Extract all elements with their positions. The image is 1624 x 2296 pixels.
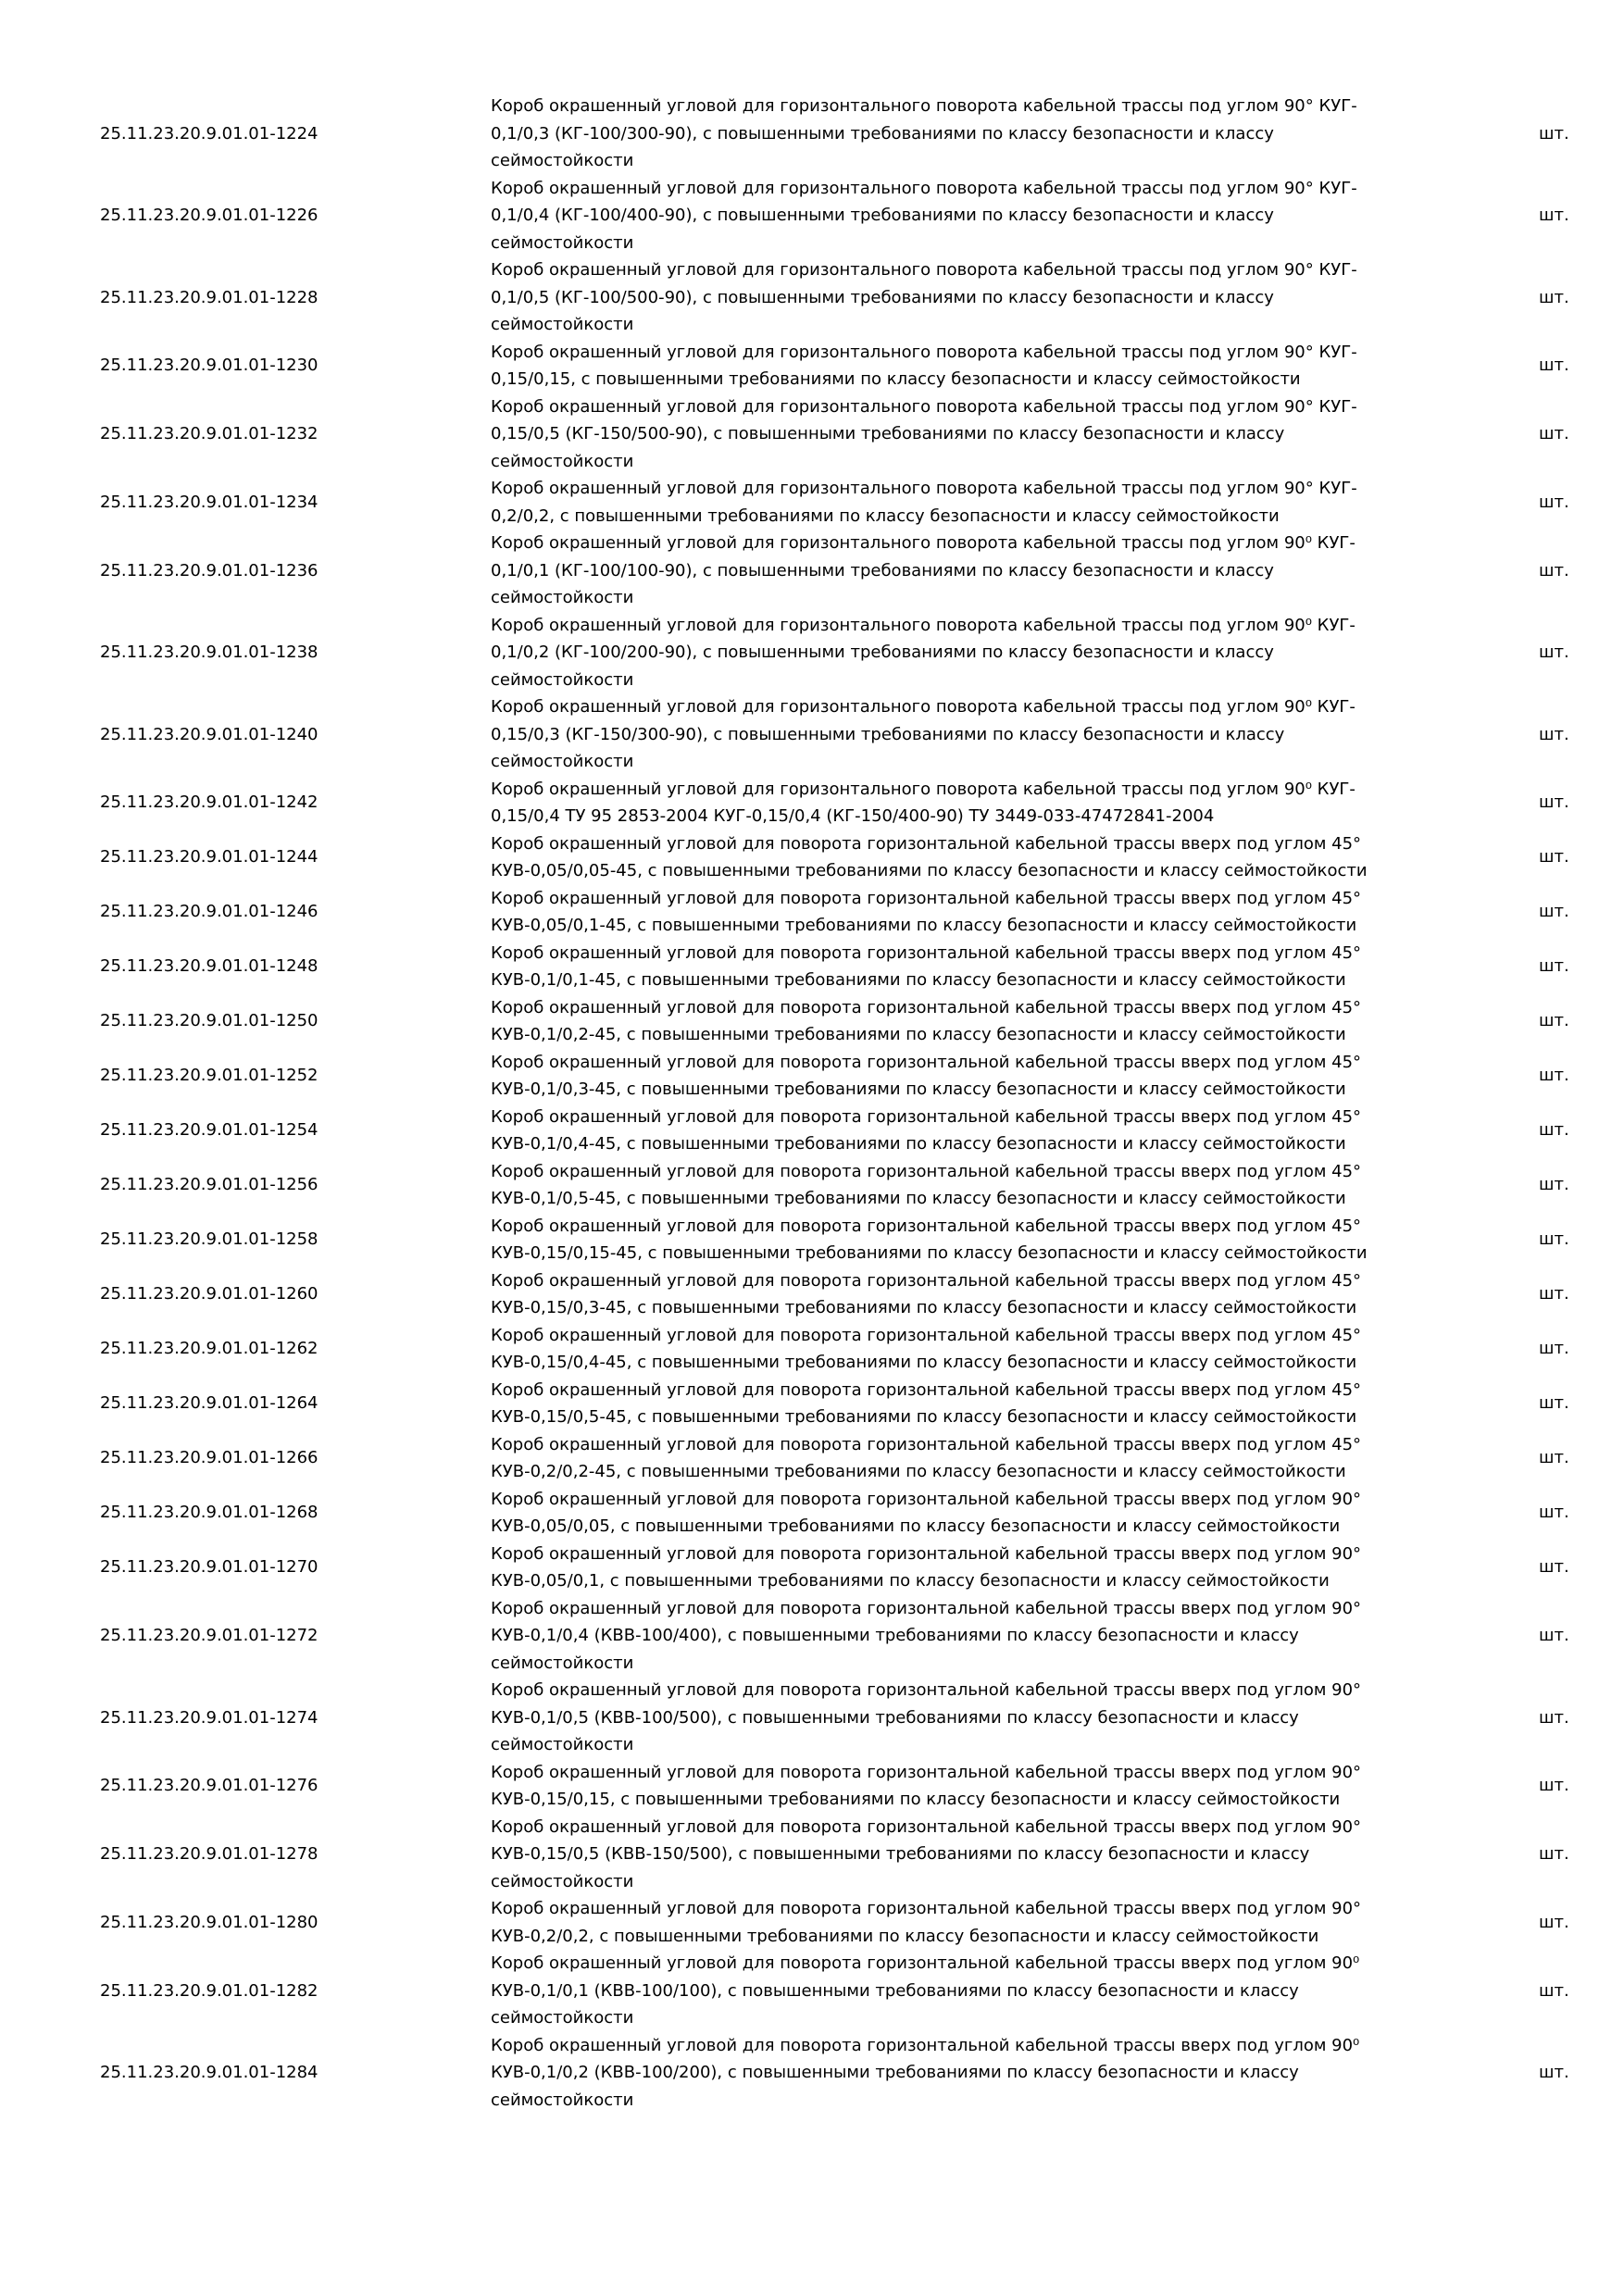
item-unit: шт.	[1539, 1557, 1569, 1578]
table-row	[0, 994, 1624, 1049]
item-unit: шт.	[1539, 1844, 1569, 1864]
item-description: Короб окрашенный угловой для поворота горизонтальной кабельной трассы вверх под углом 45° КУВ-0,1/0,2-45, с повышенными требованиями по классу безопасности и классу сеймостойкости	[491, 997, 1362, 1044]
item-code: 25.11.23.20.9.01.01-1268	[100, 1503, 319, 1523]
item-description: Короб окрашенный угловой для поворота горизонтальной кабельной трассы вверх под углом 90⁰ КУВ-0,1/0,2 (КВВ-100/200), с повышенными требованиями по классу безопасности и классу сеймостойкости	[491, 2035, 1360, 2110]
item-code: 25.11.23.20.9.01.01-1276	[100, 1776, 319, 1796]
item-description: Короб окрашенный угловой для горизонтального поворота кабельной трассы под углом 90° КУГ- 0,1/0,3 (КГ-100/300-90), с повышенными требованиями по классу безопасности и классу сеймостойкости	[491, 96, 1357, 170]
table-row	[0, 830, 1624, 885]
item-description: Короб окрашенный угловой для горизонтального поворота кабельной трассы под углом 90° КУГ- 0,15/0,15, с повышенными требованиями по классу безопасности и классу сеймостойкости	[491, 342, 1357, 389]
item-unit: шт.	[1539, 1339, 1569, 1359]
item-description: Короб окрашенный угловой для поворота горизонтальной кабельной трассы вверх под углом 45° КУВ-0,05/0,05-45, с повышенными требованиями по классу безопасности и классу сеймостойкости	[491, 833, 1368, 880]
table-row	[0, 1377, 1624, 1431]
item-code: 25.11.23.20.9.01.01-1270	[100, 1557, 319, 1578]
item-description: Короб окрашенный угловой для поворота горизонтальной кабельной трассы вверх под углом 45° КУВ-0,15/0,3-45, с повышенными требованиями по классу безопасности и классу сеймостойкости	[491, 1270, 1362, 1317]
item-description: Короб окрашенный угловой для поворота горизонтальной кабельной трассы вверх под углом 45° КУВ-0,1/0,5-45, с повышенными требованиями по классу безопасности и классу сеймостойкости	[491, 1161, 1362, 1208]
item-description: Короб окрашенный угловой для поворота горизонтальной кабельной трассы вверх под углом 45° КУВ-0,15/0,4-45, с повышенными требованиями по классу безопасности и классу сеймостойкости	[491, 1325, 1362, 1372]
table-row	[0, 776, 1624, 830]
item-code: 25.11.23.20.9.01.01-1262	[100, 1339, 319, 1359]
item-code: 25.11.23.20.9.01.01-1282	[100, 1980, 319, 2001]
item-description: Короб окрашенный угловой для поворота горизонтальной кабельной трассы вверх под углом 90° КУВ-0,15/0,5 (КВВ-150/500), с повышенными требованиями по классу безопасности и классу сеймостойкости	[491, 1816, 1362, 1891]
item-code: 25.11.23.20.9.01.01-1284	[100, 2063, 319, 2082]
table-row	[0, 1322, 1624, 1377]
item-unit: шт.	[1539, 1175, 1569, 1195]
table-row	[0, 693, 1624, 776]
item-unit: шт.	[1539, 792, 1569, 813]
item-unit: шт.	[1539, 1980, 1569, 2001]
item-description: Короб окрашенный угловой для поворота горизонтальной кабельной трассы вверх под углом 90° КУВ-0,15/0,15, с повышенными требованиями по классу безопасности и классу сеймостойкости	[491, 1762, 1362, 1809]
item-unit: шт.	[1539, 2063, 1569, 2082]
table-row	[0, 1541, 1624, 1595]
item-code: 25.11.23.20.9.01.01-1256	[100, 1175, 319, 1195]
item-unit: шт.	[1539, 492, 1569, 512]
table-row	[0, 1677, 1624, 1759]
table-row	[0, 1049, 1624, 1104]
item-code: 25.11.23.20.9.01.01-1258	[100, 1229, 319, 1250]
item-code: 25.11.23.20.9.01.01-1230	[100, 356, 319, 376]
item-description: Короб окрашенный угловой для горизонтального поворота кабельной трассы под углом 90⁰ КУГ- 0,15/0,4 ТУ 95 2853-2004 КУГ-0,15/0,4 (КГ-150/400-90) ТУ 3449-033-47472841-2004	[491, 779, 1355, 826]
table-row	[0, 393, 1624, 476]
table-row	[0, 93, 1624, 175]
item-unit: шт.	[1539, 1776, 1569, 1796]
item-unit: шт.	[1539, 1011, 1569, 1031]
item-code: 25.11.23.20.9.01.01-1274	[100, 1707, 319, 1728]
item-description: Короб окрашенный угловой для поворота горизонтальной кабельной трассы вверх под углом 45° КУВ-0,1/0,1-45, с повышенными требованиями по классу безопасности и классу сеймостойкости	[491, 942, 1362, 990]
item-description: Короб окрашенный угловой для поворота горизонтальной кабельной трассы вверх под углом 45° КУВ-0,1/0,4-45, с повышенными требованиями по классу безопасности и классу сеймостойкости	[491, 1106, 1362, 1154]
item-description: Короб окрашенный угловой для поворота горизонтальной кабельной трассы вверх под углом 90⁰ КУВ-0,1/0,1 (КВВ-100/100), с повышенными требованиями по классу безопасности и классу сеймостойкости	[491, 1953, 1360, 2028]
item-unit: шт.	[1539, 1503, 1569, 1523]
table-row	[0, 1759, 1624, 1814]
item-code: 25.11.23.20.9.01.01-1280	[100, 1912, 319, 1932]
item-unit: шт.	[1539, 956, 1569, 977]
table-row	[0, 475, 1624, 530]
item-unit: шт.	[1539, 643, 1569, 662]
item-description: Короб окрашенный угловой для поворота горизонтальной кабельной трассы вверх под углом 45° КУВ-0,15/0,15-45, с повышенными требованиями по классу безопасности и классу сеймостойкости	[491, 1216, 1368, 1263]
item-code: 25.11.23.20.9.01.01-1254	[100, 1120, 319, 1141]
table-row	[0, 1595, 1624, 1678]
item-unit: шт.	[1539, 1626, 1569, 1645]
item-code: 25.11.23.20.9.01.01-1234	[100, 492, 319, 512]
item-unit: шт.	[1539, 123, 1569, 144]
table-row	[0, 175, 1624, 257]
price-table	[0, 93, 1624, 2114]
table-row	[0, 885, 1624, 940]
table-row	[0, 1158, 1624, 1213]
item-description: Короб окрашенный угловой для горизонтального поворота кабельной трассы под углом 90° КУГ- 0,15/0,5 (КГ-150/500-90), с повышенными требованиями по классу безопасности и классу сеймостойкости	[491, 396, 1357, 471]
item-unit: шт.	[1539, 1066, 1569, 1086]
item-description: Короб окрашенный угловой для поворота горизонтальной кабельной трассы вверх под углом 90° КУВ-0,1/0,4 (КВВ-100/400), с повышенными требованиями по классу безопасности и классу сеймостойкости	[491, 1598, 1362, 1673]
table-row	[0, 339, 1624, 393]
item-description: Короб окрашенный угловой для горизонтального поворота кабельной трассы под углом 90⁰ КУГ- 0,1/0,1 (КГ-100/100-90), с повышенными требованиями по классу безопасности и классу сеймостойкости	[491, 533, 1355, 607]
item-code: 25.11.23.20.9.01.01-1246	[100, 902, 319, 922]
item-code: 25.11.23.20.9.01.01-1236	[100, 560, 319, 580]
item-unit: шт.	[1539, 724, 1569, 744]
item-unit: шт.	[1539, 560, 1569, 580]
item-unit: шт.	[1539, 1448, 1569, 1468]
table-row	[0, 612, 1624, 694]
item-description: Короб окрашенный угловой для поворота горизонтальной кабельной трассы вверх под углом 90° КУВ-0,05/0,1, с повышенными требованиями по классу безопасности и классу сеймостойкости	[491, 1543, 1362, 1591]
item-unit: шт.	[1539, 206, 1569, 225]
item-description: Короб окрашенный угловой для поворота горизонтальной кабельной трассы вверх под углом 45° КУВ-0,1/0,3-45, с повышенными требованиями по классу безопасности и классу сеймостойкости	[491, 1052, 1362, 1099]
item-code: 25.11.23.20.9.01.01-1260	[100, 1284, 319, 1304]
table-row	[0, 1431, 1624, 1486]
item-code: 25.11.23.20.9.01.01-1248	[100, 956, 319, 977]
item-description: Короб окрашенный угловой для поворота горизонтальной кабельной трассы вверх под углом 45° КУВ-0,2/0,2-45, с повышенными требованиями по классу безопасности и классу сеймостойкости	[491, 1434, 1362, 1481]
item-code: 25.11.23.20.9.01.01-1224	[100, 123, 319, 144]
item-unit: шт.	[1539, 1393, 1569, 1414]
item-code: 25.11.23.20.9.01.01-1252	[100, 1066, 319, 1086]
item-description: Короб окрашенный угловой для поворота горизонтальной кабельной трассы вверх под углом 45° КУВ-0,15/0,5-45, с повышенными требованиями по классу безопасности и классу сеймостойкости	[491, 1379, 1362, 1427]
item-unit: шт.	[1539, 1229, 1569, 1250]
item-unit: шт.	[1539, 287, 1569, 307]
item-code: 25.11.23.20.9.01.01-1242	[100, 792, 319, 813]
table-row	[0, 1267, 1624, 1322]
item-description: Короб окрашенный угловой для горизонтального поворота кабельной трассы под углом 90° КУГ- 0,1/0,4 (КГ-100/400-90), с повышенными требованиями по классу безопасности и классу сеймостойкости	[491, 178, 1357, 253]
item-unit: шт.	[1539, 902, 1569, 922]
item-description: Короб окрашенный угловой для поворота горизонтальной кабельной трассы вверх под углом 90° КУВ-0,05/0,05, с повышенными требованиями по классу безопасности и классу сеймостойкости	[491, 1489, 1362, 1536]
table-row	[0, 256, 1624, 339]
item-code: 25.11.23.20.9.01.01-1228	[100, 287, 319, 307]
item-code: 25.11.23.20.9.01.01-1240	[100, 724, 319, 744]
item-unit: шт.	[1539, 424, 1569, 443]
table-row	[0, 1104, 1624, 1158]
item-unit: шт.	[1539, 1707, 1569, 1728]
table-row	[0, 1213, 1624, 1267]
item-code: 25.11.23.20.9.01.01-1238	[100, 643, 319, 662]
item-description: Короб окрашенный угловой для поворота горизонтальной кабельной трассы вверх под углом 90° КУВ-0,2/0,2, с повышенными требованиями по классу безопасности и классу сеймостойкости	[491, 1899, 1362, 1946]
item-code: 25.11.23.20.9.01.01-1266	[100, 1448, 319, 1468]
item-code: 25.11.23.20.9.01.01-1232	[100, 424, 319, 443]
table-row	[0, 1895, 1624, 1950]
item-description: Короб окрашенный угловой для горизонтального поворота кабельной трассы под углом 90⁰ КУГ- 0,1/0,2 (КГ-100/200-90), с повышенными требованиями по классу безопасности и классу сеймостойкости	[491, 615, 1355, 690]
table-row	[0, 2032, 1624, 2115]
item-description: Короб окрашенный угловой для горизонтального поворота кабельной трассы под углом 90° КУГ- 0,1/0,5 (КГ-100/500-90), с повышенными требованиями по классу безопасности и классу сеймостойкости	[491, 260, 1357, 334]
item-code: 25.11.23.20.9.01.01-1278	[100, 1844, 319, 1864]
item-description: Короб окрашенный угловой для горизонтального поворота кабельной трассы под углом 90° КУГ- 0,2/0,2, с повышенными требованиями по классу безопасности и классу сеймостойкости	[491, 479, 1357, 526]
item-unit: шт.	[1539, 847, 1569, 867]
item-unit: шт.	[1539, 1120, 1569, 1141]
table-row	[0, 530, 1624, 612]
table-row	[0, 1950, 1624, 2032]
item-code: 25.11.23.20.9.01.01-1244	[100, 847, 319, 867]
item-unit: шт.	[1539, 1284, 1569, 1304]
table-row	[0, 1486, 1624, 1541]
item-code: 25.11.23.20.9.01.01-1226	[100, 206, 319, 225]
item-code: 25.11.23.20.9.01.01-1250	[100, 1011, 319, 1031]
table-row	[0, 1814, 1624, 1896]
item-code: 25.11.23.20.9.01.01-1264	[100, 1393, 319, 1414]
item-unit: шт.	[1539, 1912, 1569, 1932]
item-code: 25.11.23.20.9.01.01-1272	[100, 1626, 319, 1645]
table-row	[0, 940, 1624, 994]
item-description: Короб окрашенный угловой для горизонтального поворота кабельной трассы под углом 90⁰ КУГ- 0,15/0,3 (КГ-150/300-90), с повышенными требованиями по классу безопасности и классу сеймостойкости	[491, 697, 1355, 771]
item-description: Короб окрашенный угловой для поворота горизонтальной кабельной трассы вверх под углом 45° КУВ-0,05/0,1-45, с повышенными требованиями по классу безопасности и классу сеймостойкости	[491, 888, 1362, 935]
item-unit: шт.	[1539, 356, 1569, 376]
item-description: Короб окрашенный угловой для поворота горизонтальной кабельной трассы вверх под углом 90° КУВ-0,1/0,5 (КВВ-100/500), с повышенными требованиями по классу безопасности и классу сеймостойкости	[491, 1680, 1362, 1754]
